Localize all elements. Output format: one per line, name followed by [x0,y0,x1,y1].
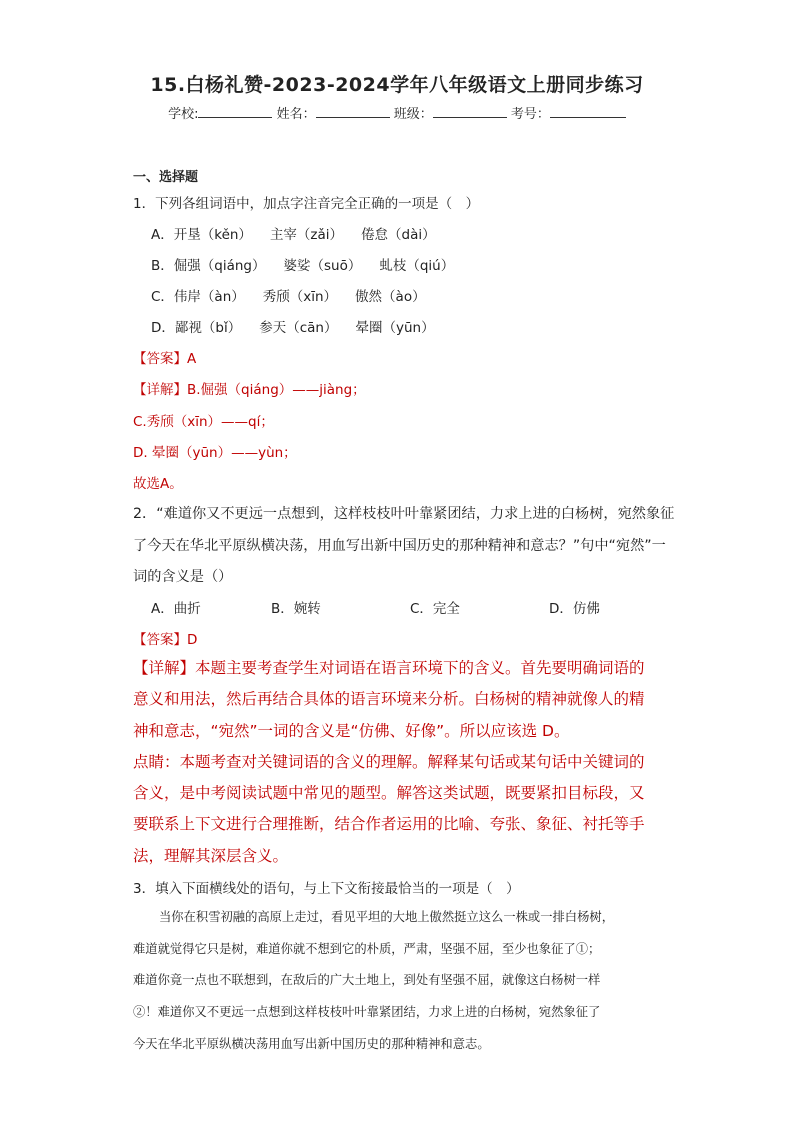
q1-detail-line-3: D. 晕圈（yūn）——yùn； [133,445,297,461]
q2-stem-line-3: 词的含义是（） [133,569,233,585]
q2-detail-line-7: 法，理解其深层含义。 [133,846,289,865]
class-blank[interactable] [433,103,507,118]
q3-passage-line-1: 当你在积雪初融的高原上走过，看见平坦的大地上傲然挺立这么一株或一排白杨树， [159,910,614,924]
q1-option-a[interactable] [151,223,454,243]
q2-detail-line-5: 含义，是中考阅读试题中常见的题型。解答这类试题，既要紧扣目标段，又 [133,784,645,803]
q1-c-word2: 秀颀（xīn） [262,289,338,305]
q1-a-word2: 主宰（zǎi） [269,227,344,243]
school-blank[interactable] [198,103,272,118]
class-label: 班级： [393,107,433,122]
q1-detail-label: 【详解】 [133,382,187,398]
section-title: 一、选择题 [133,170,199,185]
q2-detail [133,653,661,872]
q3-passage [133,902,663,1061]
q2-stem-line-1: 2．“难道你又不更远一点想到，这样枝枝叶叶靠紧团结，力求上进的白杨树，宛然象征 [133,506,675,522]
q1-detail-line-4: 故选A。 [133,476,183,492]
q1-b-word2: 婆娑（suō） [283,258,362,274]
q1-answer: 【答案】A [133,351,197,367]
q1-d-word1: D．鄙视（bǐ） [151,320,242,336]
q2-detail-line-3: 神和意志，“宛然”一词的含义是“仿佛、好像”。所以应该选 D。 [133,721,570,740]
q2-detail-line-4: 点睛：本题考查对关键词语的含义的理解。解释某句话或某句话中关键词的 [133,752,645,771]
q2-option-a[interactable]: A．曲折 [151,601,201,617]
q1-b-word3: 虬枝（qiú） [379,258,455,274]
q2-stem-line-2: 了今天在华北平原纵横决荡，用血写出新中国历史的那种精神和意志？”句中“宛然”一 [133,538,666,554]
q1-option-b[interactable] [151,254,472,274]
school-label: 学校: [168,107,199,122]
q1-b-word1: B．倔强（qiáng） [151,258,266,274]
q1-detail-text-1: B.倔强（qiáng）——jiàng； [187,382,366,398]
q1-option-d[interactable] [151,316,453,336]
q1-detail-line-2: C.秀颀（xīn）——qí； [133,414,274,430]
q1-d-word3: 晕圈（yūn） [355,320,435,336]
q2-detail-label: 【详解】 [133,659,196,677]
exam-label: 考号： [510,107,550,122]
q2-detail-line-1 [133,653,661,684]
q2-answer: 【答案】D [133,632,198,648]
student-info-line [0,103,794,122]
q2-detail-line-6: 要联系上下文进行合理推断，结合作者运用的比喻、夸张、象征、衬托等手 [133,815,645,834]
q3-passage-line-3: 难道你竟一点也不联想到，在敌后的广大土地上，到处有坚强不屈，就像这白杨树一样 [133,973,601,988]
q1-stem: 1．下列各组词语中，加点字注音完全正确的一项是（ ） [133,196,480,212]
exam-blank[interactable] [550,103,626,118]
page-title: 15.白杨礼赞-2023-2024学年八年级语文上册同步练习 [150,74,644,96]
q2-option-b[interactable]: B．婉转 [271,601,321,617]
q1-detail-line-1 [133,378,366,398]
q1-c-word1: C．伟岸（àn） [151,289,245,305]
q2-option-c[interactable]: C．完全 [410,601,460,617]
q3-stem: 3．填入下面横线处的语句，与上下文衔接最恰当的一项是（ ） [133,881,520,897]
name-label: 姓名： [276,107,316,122]
q3-passage-line-5: 今天在华北平原纵横决荡用血写出新中国历史的那种精神和意志。 [133,1036,490,1051]
q2-detail-text-1: 本题主要考查学生对词语在语言环境下的含义。首先要明确词语的 [195,659,645,677]
q1-option-c[interactable] [151,285,444,305]
q1-a-word1: A．开垦（kěn） [151,227,252,243]
q2-detail-line-2: 意义和用法，然后再结合具体的语言环境来分析。白杨树的精神就像人的精 [133,690,645,709]
q3-passage-line-4: ②！难道你又不更远一点想到这样枝枝叶叶靠紧团结，力求上进的白杨树，宛然象征了 [133,1005,601,1020]
q3-passage-line-2: 难道就觉得它只是树，难道你就不想到它的朴质，严肃，坚强不屈，至少也象征了①； [133,941,601,956]
name-blank[interactable] [316,103,390,118]
q1-d-word2: 参天（cān） [259,320,338,336]
q2-option-d[interactable]: D．仿佛 [549,601,600,617]
q1-c-word3: 傲然（ào） [355,289,426,305]
q1-a-word3: 倦怠（dài） [361,227,436,243]
